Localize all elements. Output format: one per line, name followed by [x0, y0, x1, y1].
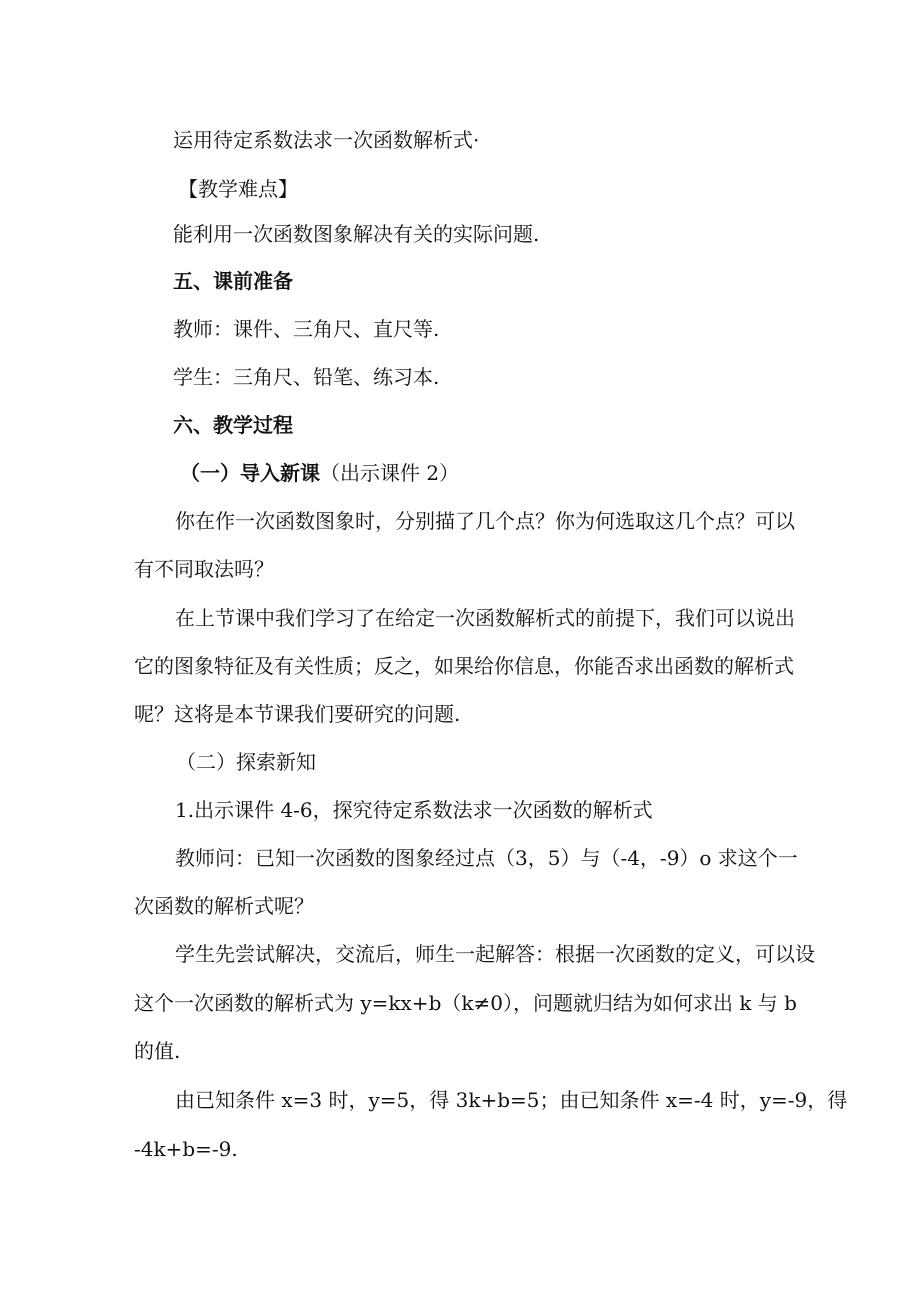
subsection-heading: （二）探索新知	[176, 750, 316, 774]
paragraph-line: 它的图象特征及有关性质；反之，如果给你信息，你能否求出函数的解析式	[134, 654, 794, 678]
paragraph-line: 教师问：已知一次函数的图象经过点（3，5）与（-4，-9）o 求这个一	[175, 846, 798, 870]
paragraph-line: 的值.	[134, 1039, 181, 1063]
paragraph-line: 学生先尝试解决，交流后，师生一起解答：根据一次函数的定义，可以设	[175, 942, 815, 966]
text-line: 教师：课件、三角尺、直尺等.	[173, 317, 440, 341]
section-heading: 五、课前准备	[173, 269, 293, 293]
subsection-note: （出示课件 2）	[320, 461, 460, 485]
paragraph-line: 1.出示课件 4-6，探究待定系数法求一次函数的解析式	[175, 798, 653, 822]
paragraph-line: 由已知条件 x=3 时，y=5，得 3k+b=5；由已知条件 x=-4 时，y=-9，得	[175, 1088, 848, 1112]
subsection-heading	[180, 460, 459, 486]
paragraph-line: 你在作一次函数图象时，分别描了几个点？你为何选取这几个点？可以	[175, 509, 795, 533]
paragraph-line: 这个一次函数的解析式为 y=kx+b（k≠0），问题就归结为如何求出 k 与 b	[134, 991, 797, 1015]
paragraph-line: 呢？这将是本节课我们要研究的问题.	[134, 702, 461, 726]
text-line: 能利用一次函数图象解决有关的实际问题.	[173, 222, 540, 246]
text-line: 学生：三角尺、铅笔、练习本.	[173, 365, 440, 389]
paragraph-line: 次函数的解析式呢？	[134, 894, 314, 918]
section-subheading: 【教学难点】	[178, 177, 298, 201]
paragraph-line: 有不同取法吗？	[134, 557, 274, 581]
section-heading: 六、教学过程	[173, 413, 293, 437]
paragraph-line: 在上节课中我们学习了在给定一次函数解析式的前提下，我们可以说出	[175, 606, 795, 630]
paragraph-line: -4k+b=-9.	[134, 1137, 238, 1161]
text-line: 运用待定系数法求一次函数解析式·	[173, 128, 480, 152]
subsection-title: （一）导入新课	[180, 461, 320, 485]
